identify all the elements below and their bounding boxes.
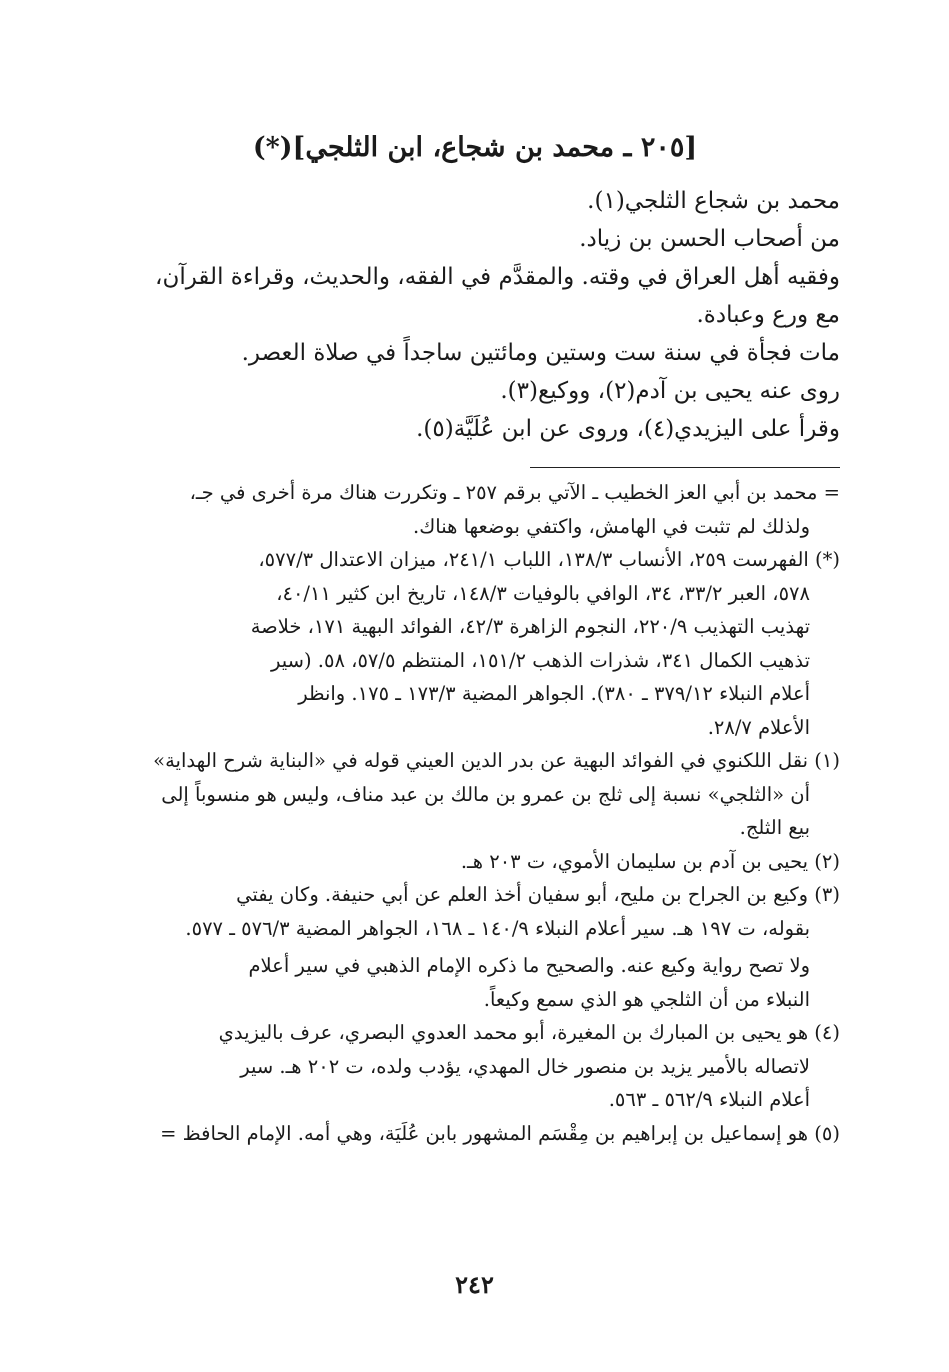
- footnote-line: بيع الثلج.: [739, 816, 810, 839]
- footnote-4: [110, 1016, 840, 1117]
- footnote-line: (٤) هو يحيى بن المبارك بن المغيرة، أبو محمد العدوي البصري، عرف باليزيدي: [218, 1021, 840, 1044]
- footnote-line: بقوله، ت ١٩٧ هـ. سير أعلام النبلاء ١٤٠/٩ ـ ١٦٨، الجواهر المضية ٥٧٦/٣ ـ ٥٧٧.: [185, 916, 810, 940]
- footnote-line: = محمد بن أبي العز الخطيب ـ الآتي برقم ٢٥٧ ـ وتكررت هناك مرة أخرى في جـ،: [189, 481, 840, 504]
- footnote-line: (٥) هو إسماعيل بن إبراهيم بن مِقْسَم المشهور بابن عُلَيَة، وهي أمه. الإمام الحافظ =: [160, 1121, 840, 1145]
- footnote-line: تذهيب الكمال ٣٤١، شذرات الذهب ١٥١/٢، المنتظم ٥٧/٥، ٥٨. (سير: [271, 648, 810, 672]
- footnote-continuation: [110, 476, 840, 543]
- body-line: وفقيه أهل العراق في وقته. والمقدَّم في الفقه، والحديث، وقراءة القرآن،: [155, 264, 840, 290]
- footnote-line: لاتصاله بالأمير يزيد بن منصور خال المهدي، يؤدب ولده، ت ٢٠٢ هـ. سير: [240, 1054, 810, 1078]
- body-line: وقرأ على اليزيدي(٤)، وروى عن ابن عُلَيَّة(٥).: [416, 416, 840, 442]
- footnote-line: ولذلك لم تثبت في الهامش، واكتفي بوضعها هناك.: [413, 514, 810, 538]
- footnote-line: ولا تصح رواية وكيع عنه. والصحيح ما ذكره الإمام الذهبي في سير أعلام: [248, 954, 810, 977]
- entry-body: [110, 182, 840, 448]
- body-line: مع ورع وعبادة.: [696, 302, 840, 328]
- footnote-line: أن «الثلجي» نسبة إلى ثلج بن عمرو بن مالك بن عبد مناف، وليس هو منسوباً إلى: [161, 782, 810, 806]
- footnote-line: النبلاء من أن الثلجي هو الذي سمع وكيعاً.: [483, 987, 810, 1011]
- footnote-line: أعلام النبلاء ٥٦٢/٩ ـ ٥٦٣.: [608, 1088, 810, 1111]
- footnote-1: [110, 744, 840, 845]
- footnote-separator: [530, 467, 840, 468]
- footnote-line: (٣) وكيع بن الجراح بن مليح، أبو سفيان أخذ العلم عن أبي حنيفة. وكان يفتي: [236, 883, 840, 906]
- body-line: روى عنه يحيى بن آدم(٢)، ووكيع(٣).: [500, 378, 840, 404]
- footnote-line: ٥٧٨، العبر ٣٣/٢، ٣٤، الوافي بالوفيات ١٤٨/٣، تاريخ ابن كثير ٤٠/١١،: [276, 581, 810, 605]
- footnote-line: (١) نقل اللكنوي في الفوائد البهية عن بدر الدين العيني قوله في «البناية شرح الهداية»: [153, 749, 840, 772]
- footnote-3: [110, 878, 840, 1016]
- footnote-2: [110, 845, 840, 879]
- footnote-sources: [110, 543, 840, 744]
- body-line: من أصحاب الحسن بن زياد.: [579, 226, 840, 252]
- footnote-line: (٢) يحيى بن آدم بن سليمان الأموي، ت ٢٠٣ هـ.: [460, 849, 840, 873]
- footnotes: [110, 476, 840, 1150]
- footnote-line: الأعلام ٢٨/٧.: [707, 715, 810, 739]
- entry-title: [٢٠٥ ـ محمد بن شجاع، ابن الثلجي](*): [252, 132, 698, 163]
- footnote-line: (*) الفهرست ٢٥٩، الأنساب ١٣٨/٣، اللباب ٢٤١/١، ميزان الاعتدال ٥٧٧/٣،: [258, 548, 840, 571]
- footnote-line: تهذيب التهذيب ٢٢٠/٩، النجوم الزاهرة ٤٢/٣، الفوائد البهية ١٧١، خلاصة: [250, 615, 810, 638]
- body-line: مات فجأة في سنة ست وستين ومائتين ساجداً في صلاة العصر.: [241, 340, 840, 366]
- body-line: محمد بن شجاع الثلجي(١).: [587, 188, 840, 214]
- page-number: ٢٤٢: [455, 1270, 494, 1299]
- footnote-line: أعلام النبلاء ٣٧٩/١٢ ـ ٣٨٠). الجواهر المضية ١٧٣/٣ ـ ١٧٥. وانظر: [298, 682, 810, 705]
- footnote-5: [110, 1117, 840, 1151]
